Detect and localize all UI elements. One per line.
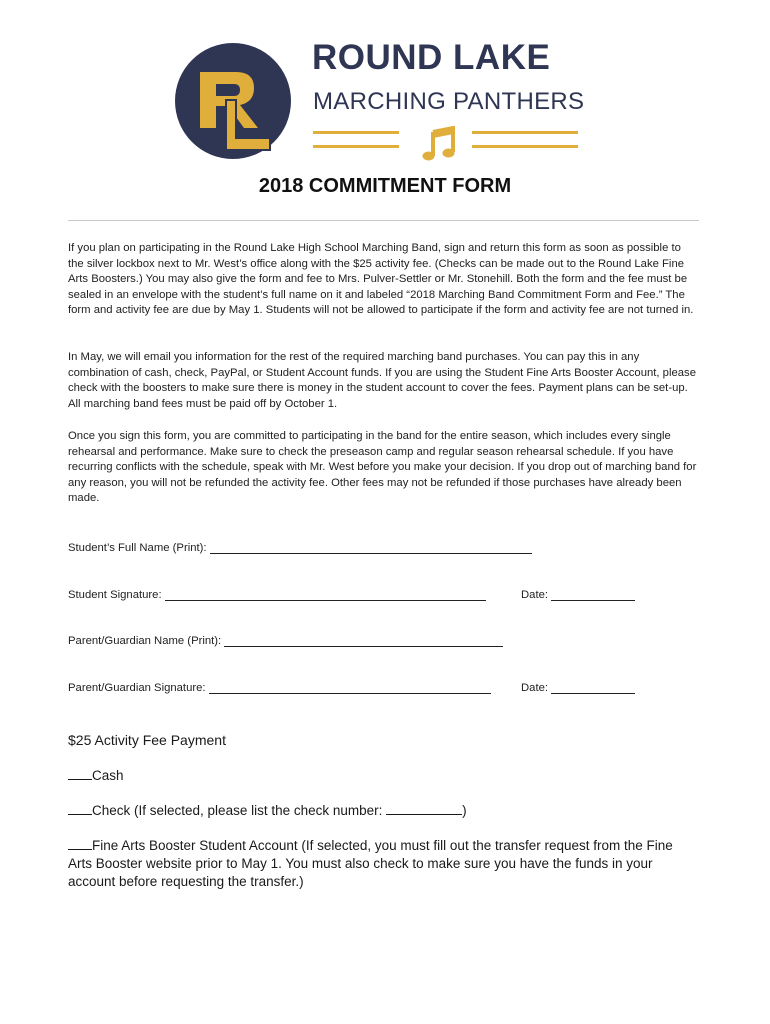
music-note-icon — [421, 126, 457, 162]
student-signature-line[interactable] — [165, 588, 486, 601]
round-lake-logo — [174, 42, 292, 160]
student-name-line[interactable] — [210, 541, 532, 554]
purchases-paragraph: In May, we will email you information for the rest of the required marching band purchases. You can pay this in any combination of cash, check, PayPal, or Student Account funds. If you are using the Student Fine Arts Booster Account, please check with the boosters to make sure there is money in the student account to cover the fees. Payment plans can be set-up. All marching band fees must be paid off by October 1. — [68, 351, 696, 410]
parent-name-line[interactable] — [224, 634, 503, 647]
cash-label: Cash — [92, 768, 124, 783]
form-title: 2018 COMMITMENT FORM — [258, 175, 512, 197]
intro-paragraph: If you plan on participating in the Round Lake High School Marching Band, sign and return this form as soon as possible to the silver lockbox next to Mr. West’s office along with the $25 activity fee. (Checks can be made out to the Round Lake Fine Arts Boosters.) You may also give the form and fee to Mrs. Pulver-Settler or Mr. Stonehill. Both the form and the fee must be sealed in an envelope with the student’s full name on it and labeled “2018 Marching Band Commitment Form and Fee.” The form and activity fee are due by May 1. Students will not be allowed to participate if the form and activity fee are not turned in. — [68, 242, 694, 317]
payment-option-booster[interactable] — [68, 836, 698, 891]
gold-line-left-top — [313, 131, 399, 134]
parent-date-label: Date: — [521, 682, 549, 694]
letterhead — [0, 0, 770, 170]
gold-line-left-bottom — [313, 145, 399, 148]
student-date-label: Date: — [521, 589, 549, 601]
check-label: Check (If selected, please list the check number: — [92, 803, 383, 818]
payment-title: $25 Activity Fee Payment — [68, 732, 226, 748]
parent-signature-label: Parent/Guardian Signature: — [68, 682, 206, 694]
booster-checkbox-line[interactable] — [68, 836, 92, 850]
student-date-line[interactable] — [551, 588, 635, 601]
org-name: ROUND LAKE — [312, 38, 551, 77]
check-checkbox-line[interactable] — [68, 801, 92, 815]
student-signature-label: Student Signature: — [68, 589, 162, 601]
gold-line-right-top — [472, 131, 578, 134]
commitment-paragraph: Once you sign this form, you are committed to participating in the band for the entire season, which includes every single rehearsal and performance. Make sure to check the preseason camp and regular season rehearsal schedule. If you have recurring conflicts with the schedule, speak with Mr. West before you make your decision. If you drop out of marching band for any reason, you will not be refunded the activity fee. Other fees may not be refunded if those purchases have already been made. — [68, 430, 697, 505]
student-name-label: Student’s Full Name (Print): — [68, 542, 207, 554]
org-subtitle: MARCHING PANTHERS — [313, 88, 585, 115]
payment-option-cash[interactable] — [68, 766, 698, 785]
student-signature-field[interactable] — [68, 588, 486, 601]
parent-name-field[interactable] — [68, 634, 503, 647]
check-close-paren: ) — [462, 803, 467, 818]
booster-label: Fine Arts Booster Student Account (If selected, you must fill out the transfer request from the Fine Arts Booster website prior to May 1. You must also check to make sure you have the funds in your account before requesting the transfer.) — [68, 838, 673, 889]
parent-signature-field[interactable] — [68, 681, 491, 694]
parent-signature-line[interactable] — [209, 681, 491, 694]
parent-date-field[interactable] — [521, 681, 635, 694]
cash-checkbox-line[interactable] — [68, 766, 92, 780]
divider — [68, 220, 699, 221]
gold-line-right-bottom — [472, 145, 578, 148]
parent-date-line[interactable] — [551, 681, 635, 694]
student-date-field[interactable] — [521, 588, 635, 601]
student-name-field[interactable] — [68, 541, 532, 554]
parent-name-label: Parent/Guardian Name (Print): — [68, 635, 222, 647]
check-number-line[interactable] — [386, 801, 462, 815]
payment-option-check[interactable] — [68, 801, 698, 820]
